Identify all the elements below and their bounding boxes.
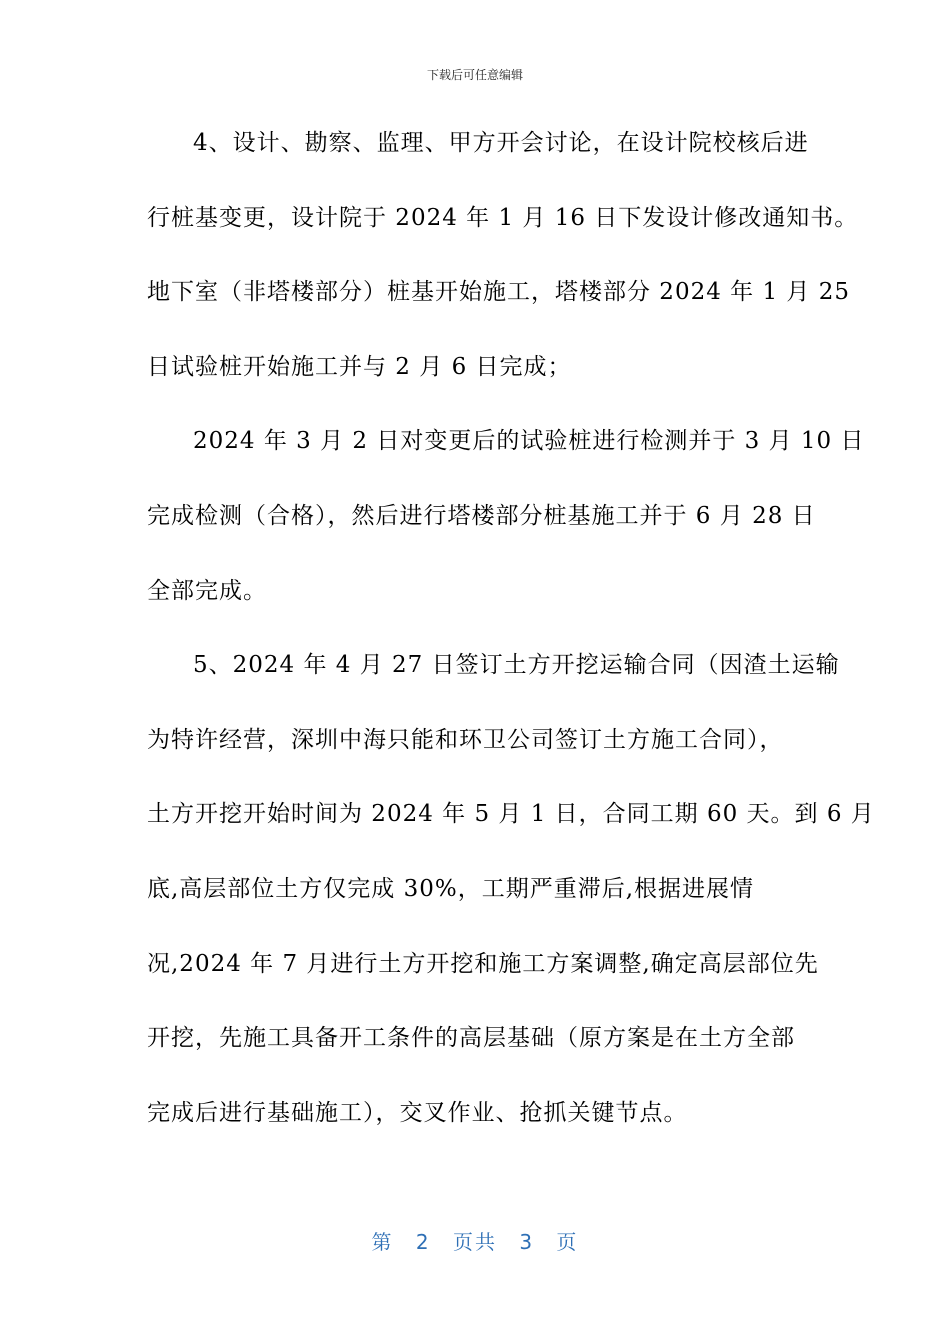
body-line: 全部完成。	[147, 577, 267, 604]
page-number-footer: 第 2 页共 3 页	[371, 1230, 579, 1254]
body-line: 5、2024 年 4 月 27 日签订土方开挖运输合同（因渣土运输	[193, 652, 840, 679]
header-note: 下载后可任意编辑	[426, 68, 523, 82]
body-line: 底,高层部位土方仅完成 30%，工期严重滞后,根据进展情	[147, 875, 755, 902]
body-line: 2024 年 3 月 2 日对变更后的试验桩进行检测并于 3 月 10 日	[193, 428, 865, 455]
body-line: 地下室（非塔楼部分）桩基开始施工，塔楼部分 2024 年 1 月 25	[147, 279, 850, 306]
body-line: 土方开挖开始时间为 2024 年 5 月 1 日，合同工期 60 天。到 6 月	[147, 801, 875, 828]
body-line: 完成检测（合格），然后进行塔楼部分桩基施工并于 6 月 28 日	[147, 502, 816, 529]
document-body	[147, 118, 875, 1162]
body-line: 4、设计、勘察、监理、甲方开会讨论，在设计院校核后进	[193, 130, 809, 156]
body-line: 完成后进行基础施工），交叉作业、抢抓关键节点。	[147, 1099, 688, 1126]
body-line: 日试验桩开始施工并与 2 月 6 日完成；	[147, 353, 572, 380]
body-line: 为特许经营，深圳中海只能和环卫公司签订土方施工合同），	[147, 726, 784, 753]
body-line: 况,2024 年 7 月进行土方开挖和施工方案调整,确定高层部位先	[147, 950, 819, 977]
body-line: 行桩基变更，设计院于 2024 年 1 月 16 日下发设计修改通知书。	[147, 204, 859, 231]
body-line: 开挖，先施工具备开工条件的高层基础（原方案是在土方全部	[147, 1025, 795, 1052]
